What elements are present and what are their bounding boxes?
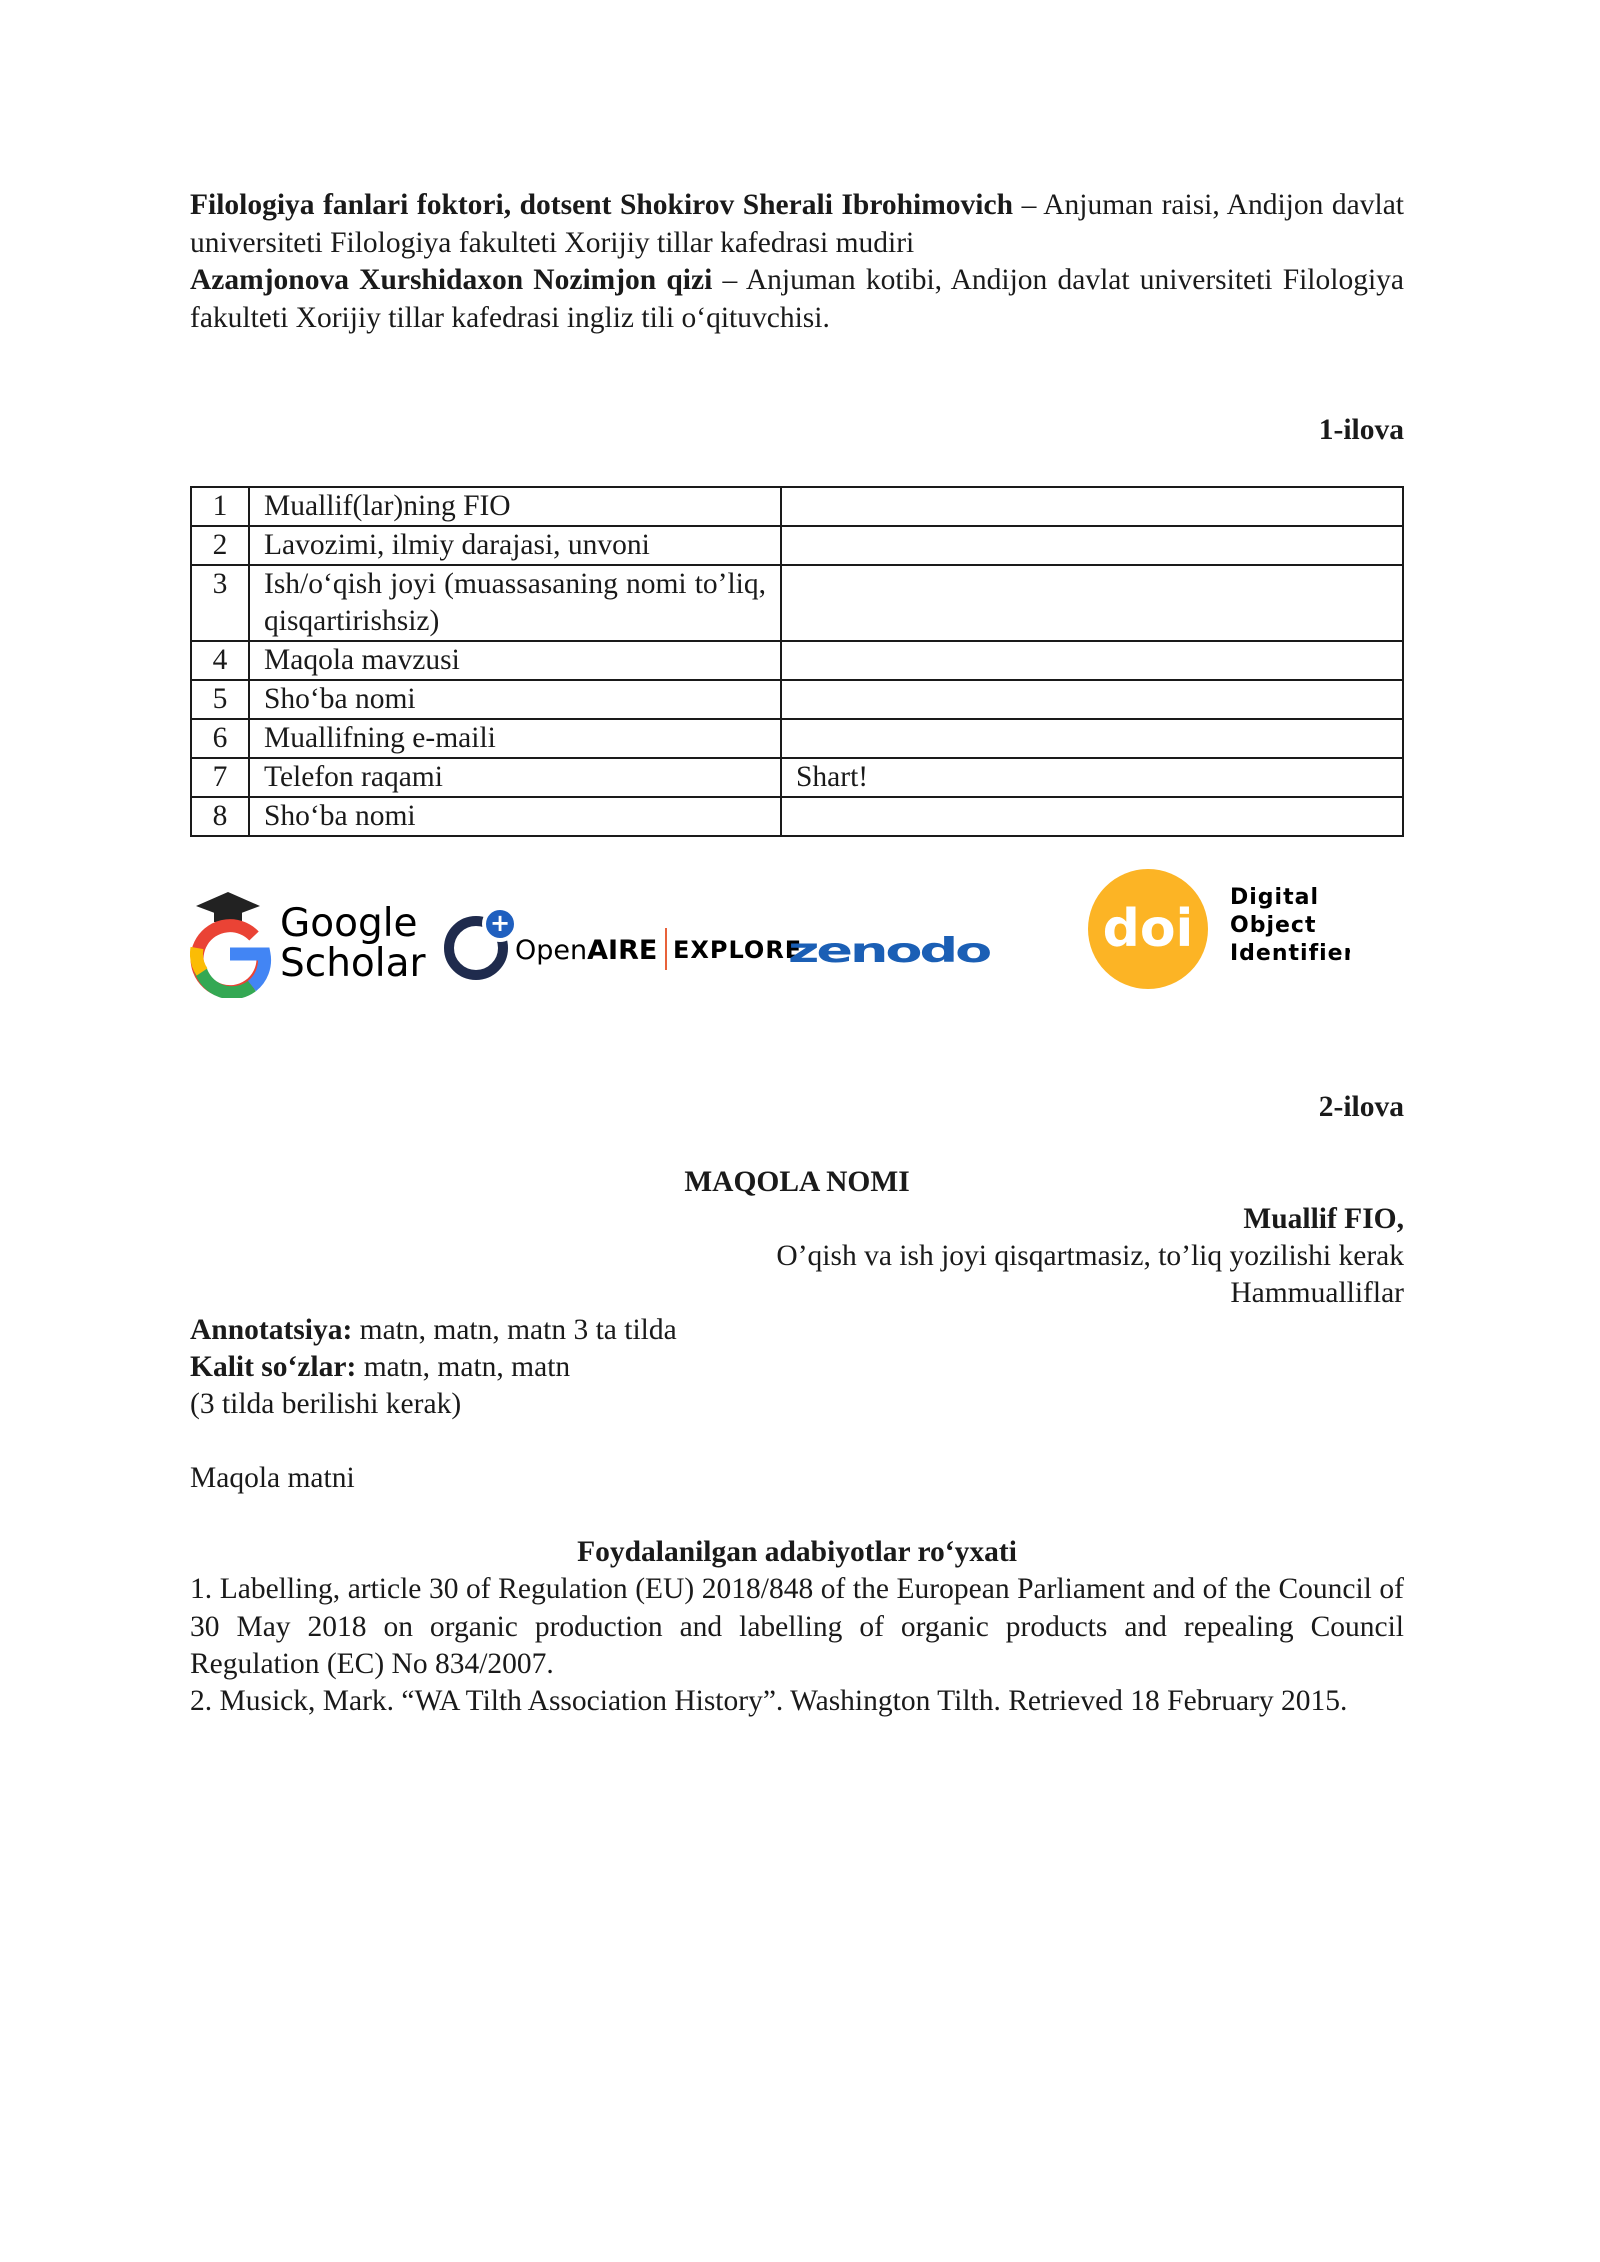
row-value: [781, 797, 1403, 836]
reference-item: 2. Musick, Mark. “WA Tilth Association History”. Washington Tilth. Retrieved 18 February 2015.: [190, 1685, 1348, 1717]
row-label: Muallif(lar)ning FIO: [249, 487, 781, 526]
openaire-logo: [449, 908, 802, 975]
row-value: [781, 680, 1403, 719]
row-number: 4: [191, 641, 249, 680]
logos-svg: [190, 868, 1350, 998]
google-g-icon: [196, 926, 264, 993]
row-label: Lavozimi, ilmiy darajasi, unvoni: [249, 526, 781, 565]
chair-paragraph: [190, 187, 1404, 262]
chair-name: Filologiya fanlari foktori, dotsent Shokirov Sherali Ibrohimovich: [190, 189, 1014, 221]
annotation-label: Annotatsiya:: [190, 1314, 353, 1346]
table-row: [191, 641, 1403, 680]
google-scholar-logo: [196, 892, 427, 993]
author-affiliation: O’qish va ish joyi qisqartmasiz, to’liq yozilishi kerak: [776, 1240, 1404, 1272]
row-number: 5: [191, 680, 249, 719]
openaire-wordmark: OpenAIRE: [515, 935, 658, 966]
row-number: 6: [191, 719, 249, 758]
indexing-logos: [190, 868, 1350, 998]
languages-note: (3 tilda berilishi kerak): [190, 1388, 462, 1420]
row-label: Sho‘ba nomi: [249, 680, 781, 719]
table-row: [191, 719, 1403, 758]
doi-line3: Identifier: [1230, 941, 1350, 966]
graduation-cap-icon: [196, 892, 260, 922]
keywords-line: [190, 1349, 1404, 1387]
references-title: Foydalanilgan adabiyotlar ro‘yxati: [577, 1536, 1017, 1568]
row-label: Muallifning e-maili: [249, 719, 781, 758]
annotation-text: matn, matn, matn 3 ta tilda: [352, 1314, 677, 1346]
row-number: 3: [191, 565, 249, 641]
doi-line2: Object: [1230, 913, 1317, 938]
openaire-explore: EXPLORE: [673, 936, 803, 964]
doi-line1: Digital: [1230, 885, 1319, 910]
author-name: Muallif FIO,: [1243, 1203, 1404, 1235]
plus-icon: +: [489, 909, 511, 937]
table-row: [191, 487, 1403, 526]
doi-logo: [1088, 869, 1350, 989]
coauthors: Hammualliflar: [1230, 1277, 1404, 1309]
row-number: 2: [191, 526, 249, 565]
keywords-label: Kalit so‘zlar:: [190, 1351, 357, 1383]
table-row: [191, 680, 1403, 719]
doi-mark: doi: [1102, 899, 1194, 959]
annotation-line: [190, 1312, 1404, 1350]
table-row: [191, 565, 1403, 641]
row-label: Maqola mavzusi: [249, 641, 781, 680]
secretary-paragraph: [190, 262, 1404, 337]
row-value: [781, 565, 1403, 641]
row-value: [781, 641, 1403, 680]
row-number: 1: [191, 487, 249, 526]
row-value: [781, 526, 1403, 565]
table-row: [191, 526, 1403, 565]
article-body: Maqola matni: [190, 1462, 355, 1494]
chair-role: – Anjuman raisi, Andijon davlat universiteti Filologiya fakulteti Xorijiy tillar kafedrasi mudiri: [190, 189, 1404, 259]
table-row: [191, 797, 1403, 836]
google-scholar-line1: Google: [280, 901, 418, 946]
row-number: 8: [191, 797, 249, 836]
secretary-role: – Anjuman kotibi, Andijon davlat universiteti Filologiya fakulteti Xorijiy tillar kafedrasi ingliz tili o‘qituvchisi.: [190, 264, 1404, 334]
author-info-table: [190, 486, 1404, 837]
row-value: Shart!: [781, 758, 1403, 797]
table-row: [191, 758, 1403, 797]
secretary-name: Azamjonova Xurshidaxon Nozimjon qizi: [190, 264, 713, 296]
google-scholar-line2: Scholar: [280, 941, 426, 986]
row-label: Ish/o‘qish joyi (muassasaning nomi to’liq, qisqartirishsiz): [249, 565, 781, 641]
row-label: Telefon raqami: [249, 758, 781, 797]
row-value: [781, 719, 1403, 758]
keywords-text: matn, matn, matn: [356, 1351, 571, 1383]
article-title: MAQOLA NOMI: [684, 1166, 910, 1198]
row-number: 7: [191, 758, 249, 797]
reference-item: 1. Labelling, article 30 of Regulation (EU) 2018/848 of the European Parliament and of the Council of 30 May 2018 on organic production and labelling of organic products and repealing Council Regulation (EC) No 834/2007.: [190, 1573, 1404, 1680]
appendix2-label: 2-ilova: [1318, 1091, 1404, 1123]
appendix1-label: 1-ilova: [1318, 414, 1404, 446]
row-value: [781, 487, 1403, 526]
row-label: Sho‘ba nomi: [249, 797, 781, 836]
zenodo-logo: zenodo: [788, 930, 990, 971]
